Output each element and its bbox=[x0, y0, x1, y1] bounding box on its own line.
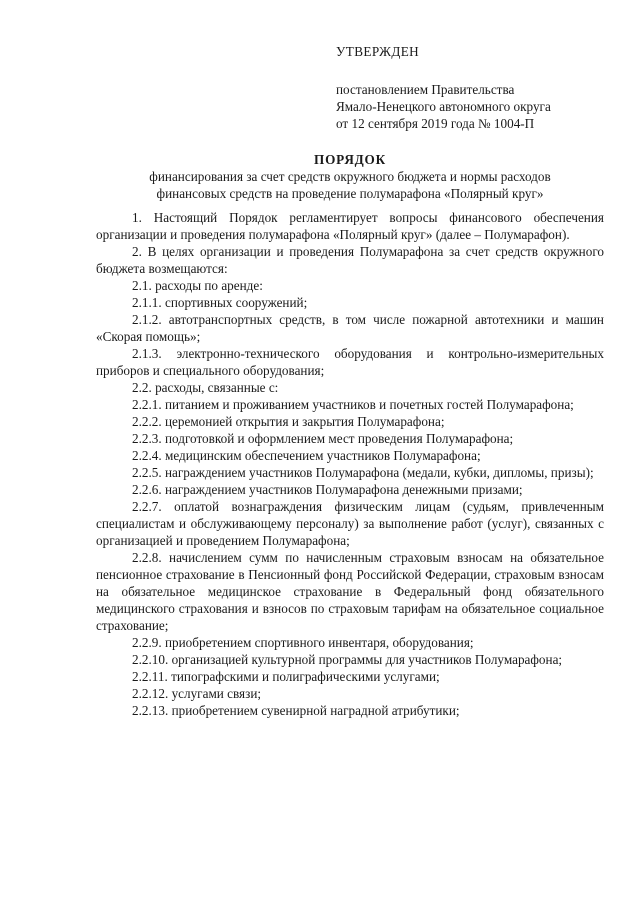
paragraph: 2.2.1. питанием и проживанием участников и почетных гостей Полумарафона; bbox=[132, 397, 574, 412]
document-title: ПОРЯДОК bbox=[314, 152, 386, 167]
document-subtitle-line: финансирования за счет средств окружного бюджета и нормы расходов bbox=[149, 169, 551, 184]
paragraph: 2.2.8. начислением сумм по начисленным страховым взносам на обязательное пенсионное страхование в Пенсионный фонд Российской Федерации, страховым взносам на обязательное медицинское страхование в Федеральный фонд обязательного медицинского страхования и взносов по страховым тарифам на обязательное социальное страхование; bbox=[96, 550, 604, 633]
approval-line: от 12 сентября 2019 года № 1004-П bbox=[336, 116, 535, 131]
paragraph: 2.2.4. медицинским обеспечением участников Полумарафона; bbox=[132, 448, 481, 463]
paragraph: 2. В целях организации и проведения Полумарафона за счет средств окружного бюджета возмещаются: bbox=[96, 244, 604, 276]
paragraph: 2.1.2. автотранспортных средств, в том числе пожарной автотехники и машин «Скорая помощь»; bbox=[96, 312, 604, 344]
paragraph: 1. Настоящий Порядок регламентирует вопросы финансового обеспечения организации и проведения полумарафона «Полярный круг» (далее – Полумарафон). bbox=[96, 210, 604, 242]
paragraph: 2.2.2. церемонией открытия и закрытия Полумарафона; bbox=[132, 414, 445, 429]
paragraph: 2.2.3. подготовкой и оформлением мест проведения Полумарафона; bbox=[132, 431, 514, 446]
paragraph: 2.2.11. типографскими и полиграфическими услугами; bbox=[132, 669, 440, 684]
paragraph: 2.1. расходы по аренде: bbox=[132, 278, 263, 293]
document-subtitle-line: финансовых средств на проведение полумарафона «Полярный круг» bbox=[156, 186, 544, 201]
paragraph: 2.2. расходы, связанные с: bbox=[132, 380, 279, 395]
paragraph: 2.2.12. услугами связи; bbox=[132, 686, 262, 701]
document-title-block bbox=[96, 151, 604, 202]
paragraph: 2.1.3. электронно-технического оборудования и контрольно-измерительных приборов и специального оборудования; bbox=[96, 346, 604, 378]
paragraph: 2.1.1. спортивных сооружений; bbox=[132, 295, 308, 310]
paragraph: 2.2.9. приобретением спортивного инвентаря, оборудования; bbox=[132, 635, 474, 650]
paragraph: 2.2.6. награждением участников Полумарафона денежными призами; bbox=[132, 482, 523, 497]
document-body bbox=[96, 209, 604, 719]
approval-line: постановлением Правительства bbox=[336, 82, 515, 97]
paragraph: 2.2.10. организацией культурной программы для участников Полумарафона; bbox=[132, 652, 563, 667]
paragraph: 2.2.7. оплатой вознаграждения физическим лицам (судьям, привлеченным специалистам и обслуживающему персоналу) за выполнение работ (услуг), связанных с организацией и проведением Полумарафона; bbox=[96, 499, 604, 548]
approval-heading: УТВЕРЖДЕН bbox=[336, 44, 420, 59]
approval-line: Ямало-Ненецкого автономного округа bbox=[336, 99, 551, 114]
paragraph: 2.2.13. приобретением сувенирной наградной атрибутики; bbox=[132, 703, 460, 718]
approval-stamp bbox=[336, 43, 636, 132]
paragraph: 2.2.5. награждением участников Полумарафона (медали, кубки, дипломы, призы); bbox=[132, 465, 594, 480]
